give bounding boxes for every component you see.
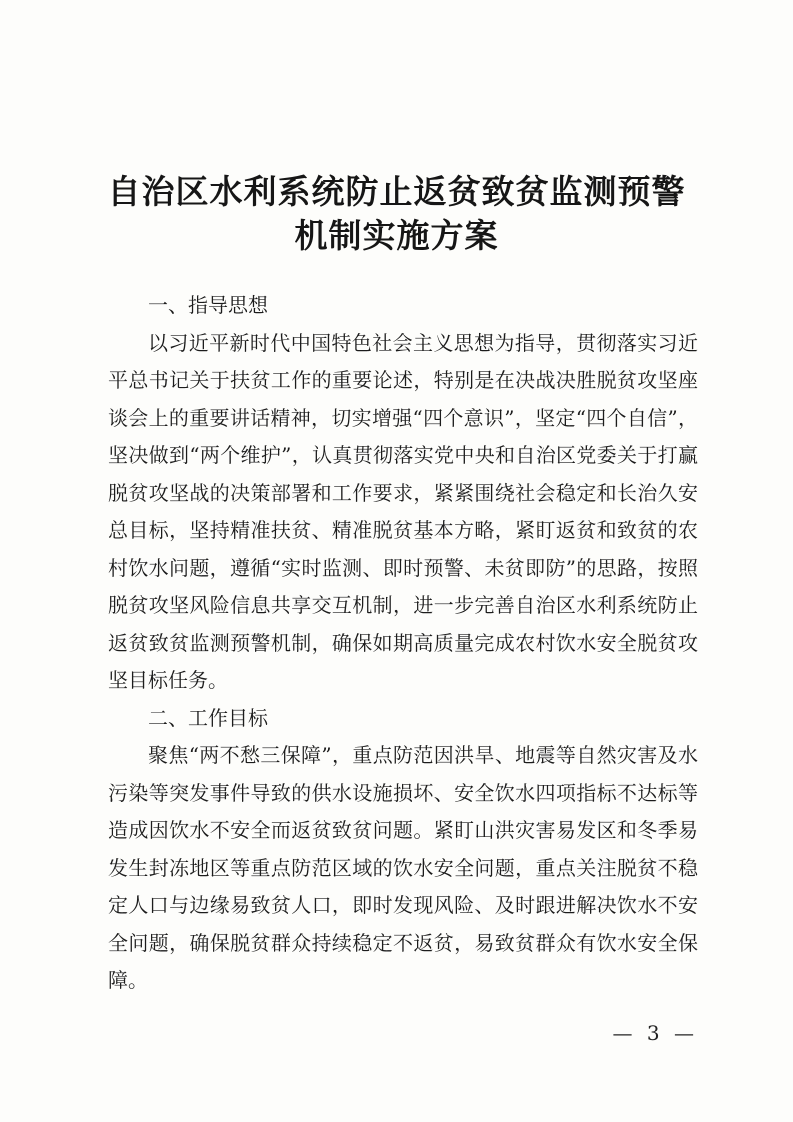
section-heading-guiding-ideology: 一、指导思想 [148,293,268,317]
section-heading-work-goals: 二、工作目标 [148,705,268,730]
section-paragraph-work-goals: 聚焦“两不愁三保障”，重点防范因洪旱、地震等自然灾害及水污染等突发事件导致的供水设施损坏、安全饮水四项指标不达标等造成因饮水不安全而返贫致贫问题。紧盯山洪灾害易发区和冬季易发生封冻地区等重点防范区域的饮水安全问题，重点关注脱贫不稳定人口与边缘易致贫人口，即时发现风险、及时跟进解决饮水不安全问题，确保脱贫群众持续稳定不返贫，易致贫群众有饮水安全保障。 [108,743,698,992]
document-title-line-2: 机制实施方案 [294,216,499,255]
document-body [108,287,698,1000]
document-title [100,170,693,258]
document-title-line-1: 自治区水利系统防止返贫致贫监测预警 [107,172,686,211]
page-number: — 3 — [612,1021,698,1045]
section-paragraph-guiding-ideology: 以习近平新时代中国特色社会主义思想为指导，贯彻落实习近平总书记关于扶贫工作的重要论述，特别是在决战决胜脱贫攻坚座谈会上的重要讲话精神，切实增强“四个意识”，坚定“四个自信”，坚决做到“两个维护”，认真贯彻落实党中央和自治区党委关于打赢脱贫攻坚战的决策部署和工作要求，紧紧围绕社会稳定和长治久安总目标，坚持精准扶贫、精准脱贫基本方略，紧盯返贫和致贫的农村饮水问题，遵循“实时监测、即时预警、未贫即防”的思路，按照脱贫攻坚风险信息共享交互机制，进一步完善自治区水利系统防止返贫致贫监测预警机制，确保如期高质量完成农村饮水安全脱贫攻坚目标任务。 [108,330,698,692]
